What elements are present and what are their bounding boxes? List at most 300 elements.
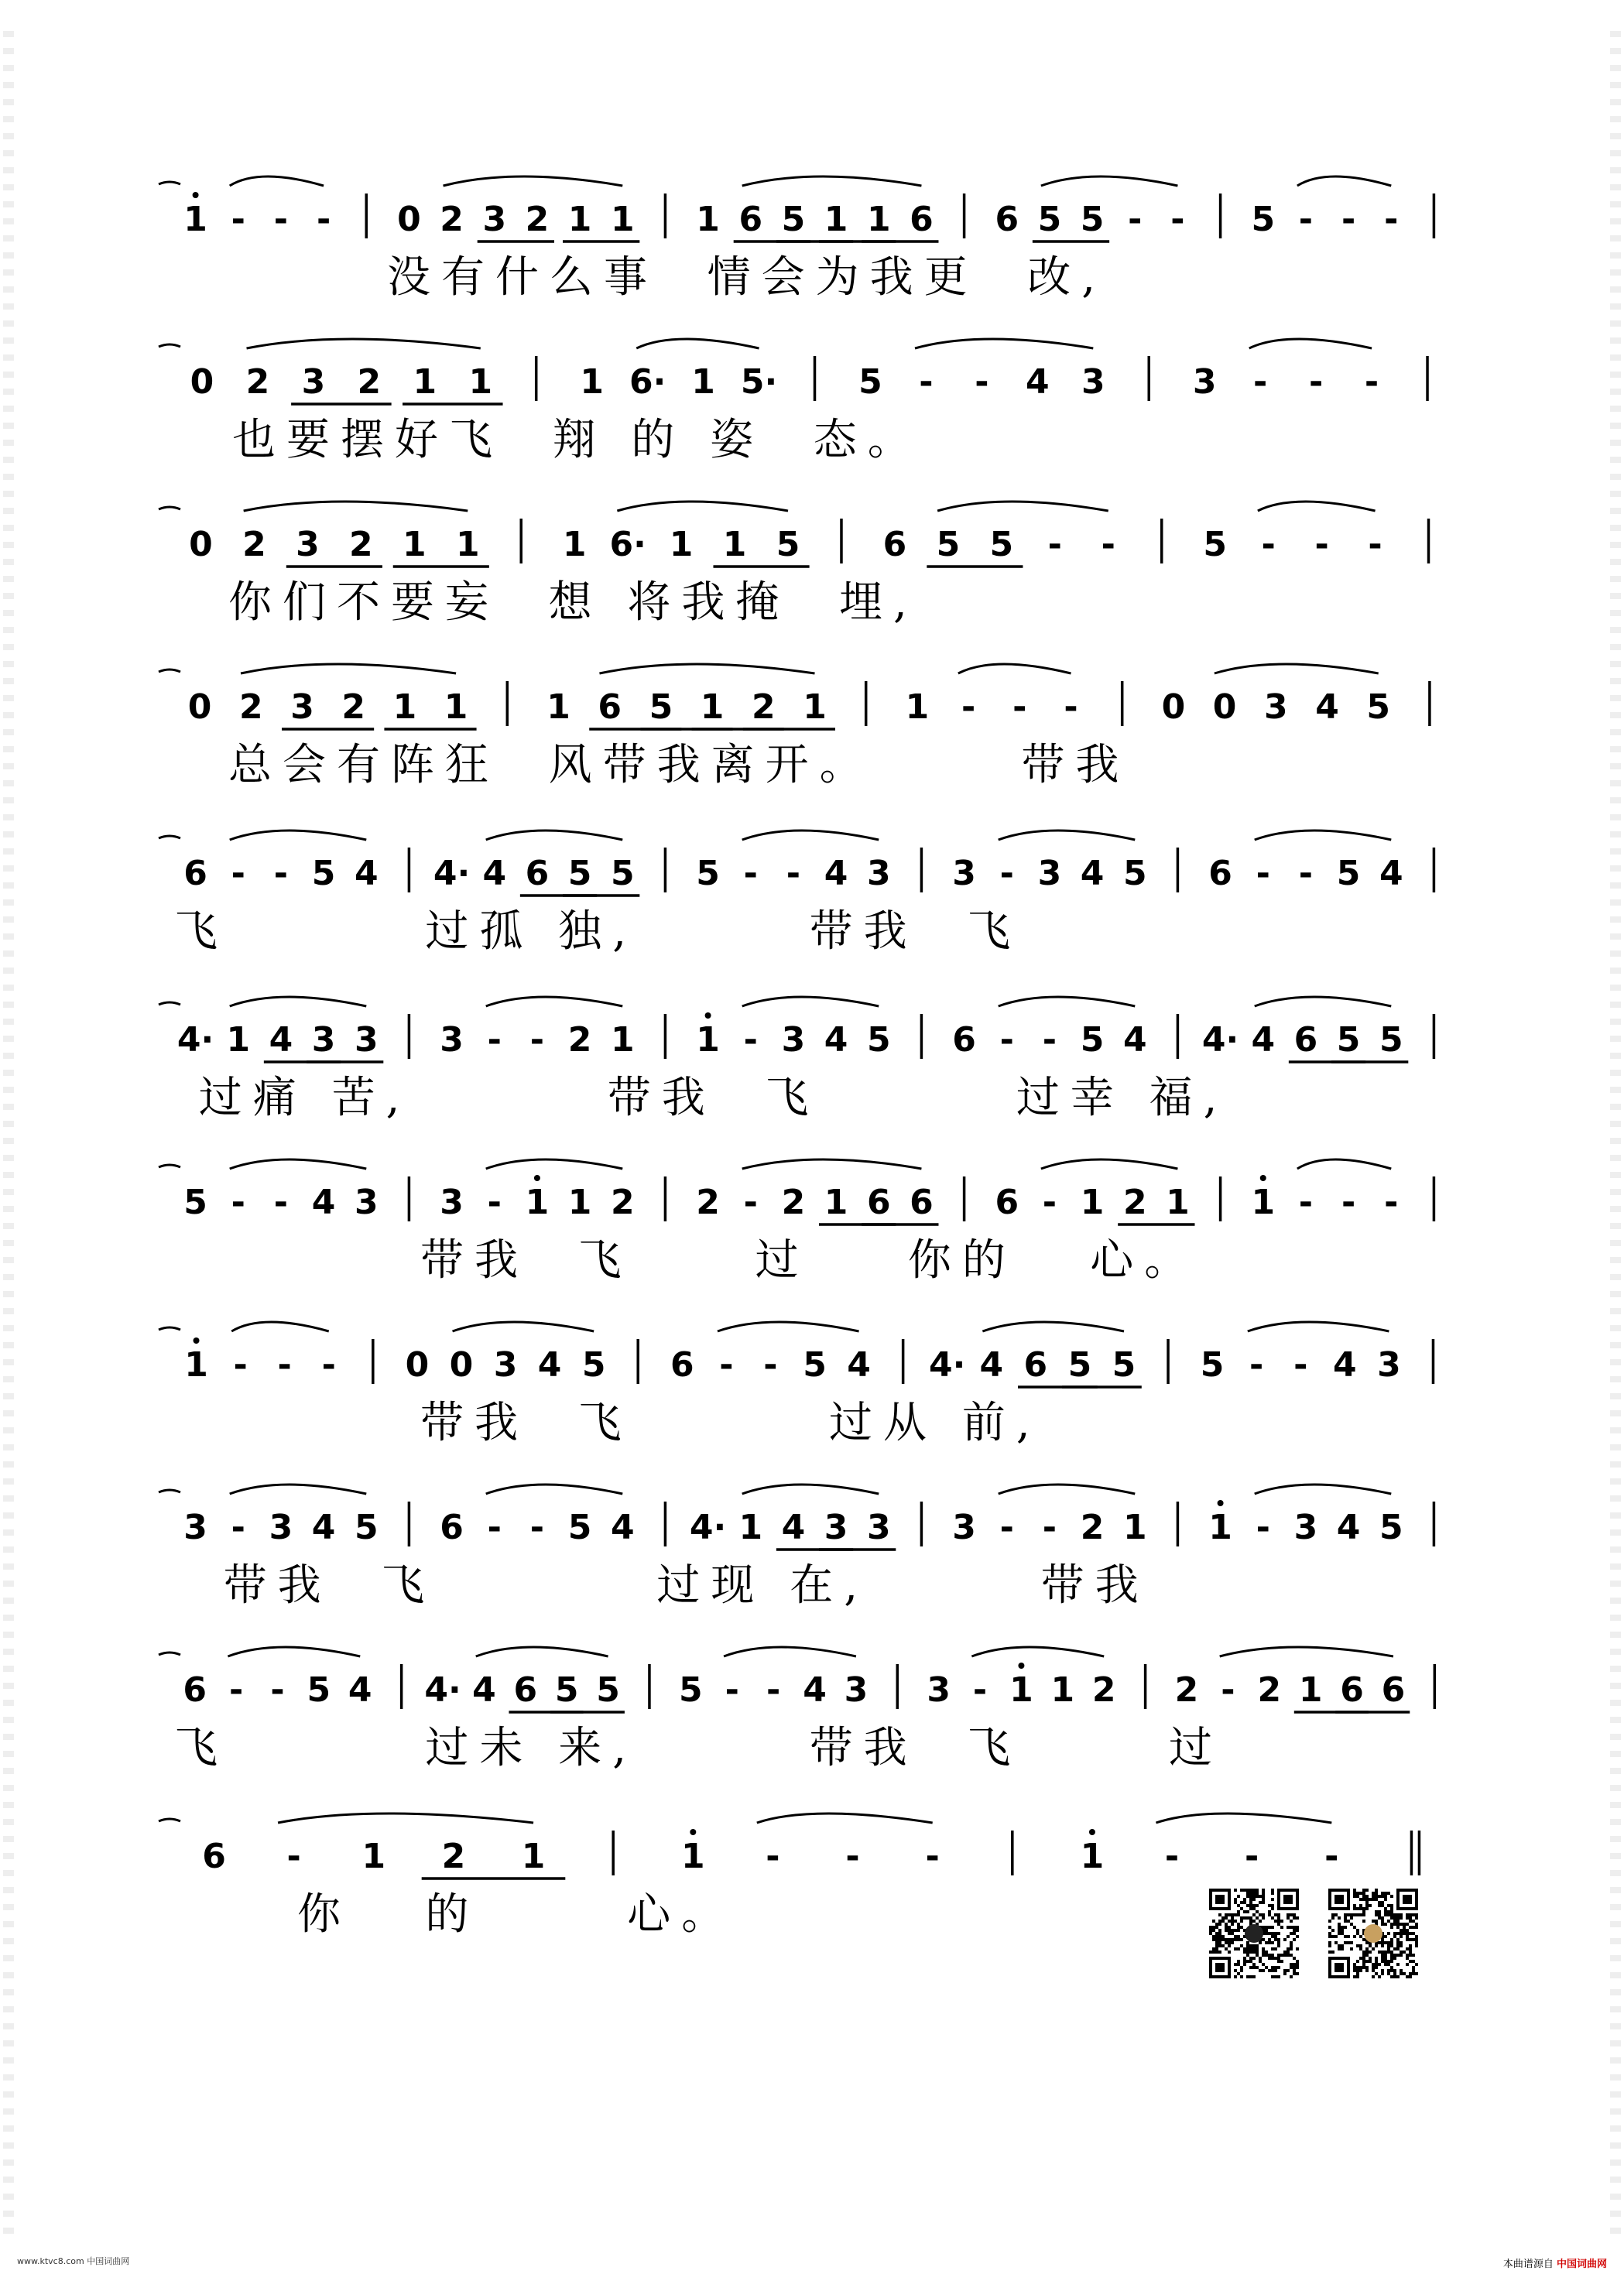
note: -: [487, 1508, 502, 1547]
high-octave-dot: [1218, 1500, 1224, 1506]
note: 1: [580, 362, 604, 402]
note: 3: [1081, 362, 1105, 402]
note: 4: [781, 1508, 806, 1547]
note: 2: [525, 200, 550, 239]
footer-source: [1503, 2255, 1607, 2270]
note: 1: [413, 362, 437, 402]
note: 5: [1379, 1020, 1403, 1060]
slur-mark: [982, 1322, 1124, 1331]
note: 4: [847, 1345, 871, 1385]
notation-row: [0, 817, 1624, 902]
note: -: [228, 1670, 244, 1710]
note: -: [1341, 200, 1356, 239]
note: -: [1314, 525, 1329, 564]
note: 0: [190, 362, 214, 402]
note: -: [1298, 200, 1314, 239]
note: 4·: [433, 854, 471, 893]
note: 3: [1263, 687, 1288, 727]
note: 3: [1192, 362, 1217, 402]
note: -: [919, 362, 934, 402]
note: 3: [824, 1508, 848, 1547]
footer-source-prefix: 本曲谱源自: [1502, 2259, 1554, 2270]
score-line: [0, 1471, 1624, 1625]
slur-mark: [1156, 1813, 1331, 1823]
note: -: [1042, 1508, 1057, 1547]
note: 2: [357, 362, 382, 402]
note: -: [999, 1508, 1014, 1547]
note: 1: [610, 1020, 635, 1060]
slur-mark: [1258, 502, 1376, 511]
slur-mark: [247, 339, 481, 348]
slur-mark: [742, 1485, 879, 1494]
note: -: [743, 854, 758, 893]
score-line: [0, 983, 1624, 1138]
note: -: [1221, 1670, 1235, 1710]
note: 5: [1067, 1345, 1092, 1385]
note: 5·: [740, 362, 778, 402]
slur-mark: [999, 1485, 1136, 1494]
note: 1: [1251, 1183, 1276, 1222]
note: 5: [554, 1670, 579, 1710]
note: 1: [567, 1183, 592, 1222]
notation-row: [0, 1800, 1624, 1885]
note: -: [743, 1020, 758, 1060]
slur-mark: [159, 1327, 180, 1330]
note: -: [1253, 362, 1268, 402]
note: 5: [866, 1020, 891, 1060]
lyric-text: 总会有阵狂 风带我离开。 带我: [228, 740, 1130, 790]
slur-mark: [1041, 176, 1178, 186]
note: 2: [1122, 1183, 1147, 1222]
high-octave-dot: [193, 192, 199, 198]
note: 1: [1166, 1183, 1190, 1222]
score-line: [0, 650, 1624, 805]
note: 3: [927, 1670, 951, 1710]
note: 6·: [609, 525, 646, 564]
note: -: [529, 1508, 545, 1547]
notation-row: [0, 163, 1624, 248]
note: 4: [979, 1345, 1004, 1385]
note: 1: [1298, 1670, 1323, 1710]
slur-mark: [599, 664, 814, 673]
note: 3: [844, 1670, 869, 1710]
note: 4·: [929, 1345, 966, 1385]
slur-mark: [241, 664, 456, 673]
score-line: [0, 817, 1624, 971]
note: -: [270, 1670, 285, 1710]
note: 4: [824, 854, 848, 893]
note: -: [972, 1670, 988, 1710]
lyric-text: 带我 飞 过 你的 心。: [174, 1235, 1199, 1286]
lyric-text: 飞 过孤 独, 带我 飞: [174, 906, 1022, 957]
note: -: [1364, 362, 1379, 402]
note: 1: [803, 687, 827, 727]
note: 6: [1381, 1670, 1406, 1710]
note: 5: [1200, 1345, 1225, 1385]
note: 6: [183, 854, 207, 893]
note: -: [273, 200, 289, 239]
footer-site-text: www.ktvc8.com 中国词曲网: [17, 2256, 130, 2266]
note: 3: [1377, 1345, 1401, 1385]
slur-mark: [159, 1819, 180, 1821]
note: -: [231, 1183, 245, 1222]
note: 1: [1208, 1508, 1232, 1547]
note: 0: [1212, 687, 1237, 727]
note: 5: [567, 1508, 592, 1547]
note: 0: [405, 1345, 430, 1385]
slur-mark: [231, 1322, 329, 1331]
note: 5: [596, 1670, 620, 1710]
notation-row: [0, 983, 1624, 1068]
note: 1: [738, 1508, 763, 1547]
score-line: [0, 1308, 1624, 1463]
note: 5: [1080, 1020, 1105, 1060]
note: 6: [866, 1183, 891, 1222]
note: -: [231, 200, 245, 239]
slur-mark: [617, 502, 788, 511]
note: 4·: [1201, 1020, 1239, 1060]
note: 4: [1122, 1020, 1147, 1060]
note: -: [1368, 525, 1382, 564]
note: 6: [910, 1183, 934, 1222]
slur-mark: [757, 1813, 933, 1823]
note: -: [743, 1183, 758, 1222]
note: 1: [700, 687, 725, 727]
slur-mark: [486, 1485, 623, 1494]
note: 4: [1080, 854, 1105, 893]
note: 1: [681, 1837, 705, 1876]
slur-mark: [915, 339, 1093, 348]
note: 2: [440, 200, 464, 239]
slur-mark: [1255, 1485, 1392, 1494]
note: -: [1245, 1837, 1259, 1876]
note: 1: [610, 200, 635, 239]
note: 3: [952, 1508, 976, 1547]
high-octave-dot: [690, 1829, 696, 1835]
note: -: [725, 1670, 739, 1710]
note: -: [316, 200, 331, 239]
note: 3: [482, 200, 507, 239]
score-line: [0, 325, 1624, 480]
score-line: [0, 1146, 1624, 1300]
note: 1: [1009, 1670, 1033, 1710]
note: 5: [858, 362, 882, 402]
note: 4·: [176, 1020, 214, 1060]
note: 3: [866, 854, 891, 893]
note: 5: [936, 525, 961, 564]
note: -: [1164, 1837, 1180, 1876]
slur-mark: [230, 1485, 367, 1494]
slur-mark: [228, 1647, 360, 1656]
slur-mark: [159, 836, 180, 838]
note: 0: [397, 200, 421, 239]
note: 2: [1080, 1508, 1105, 1547]
note: 3: [269, 1508, 293, 1547]
note: 1: [1122, 1508, 1147, 1547]
note: 4: [1336, 1508, 1361, 1547]
note: -: [231, 854, 245, 893]
note: 2: [751, 687, 776, 727]
slur-mark: [159, 182, 180, 184]
note: -: [1256, 1508, 1270, 1547]
slur-mark: [476, 1647, 608, 1656]
note: 3: [440, 1020, 464, 1060]
note: 1: [722, 525, 747, 564]
slur-mark: [742, 1159, 922, 1169]
note: 1: [567, 200, 592, 239]
note: 4: [1333, 1345, 1357, 1385]
notation-row: [0, 1633, 1624, 1718]
note: 3: [183, 1508, 207, 1547]
note: -: [1042, 1183, 1057, 1222]
note: -: [273, 1183, 289, 1222]
note: 6·: [629, 362, 666, 402]
note: 2: [1257, 1670, 1282, 1710]
note: 4·: [424, 1670, 461, 1710]
slur-mark: [230, 997, 367, 1006]
slur-mark: [1041, 1159, 1178, 1169]
note: 1: [455, 525, 480, 564]
note: 2: [1174, 1670, 1199, 1710]
lyric-text: 也要摆好飞 翔 的 姿 态。: [232, 415, 922, 465]
note: 3: [311, 1020, 336, 1060]
slur-mark: [159, 1653, 180, 1655]
slur-mark: [486, 997, 623, 1006]
note: 1: [562, 525, 587, 564]
note: -: [1298, 1183, 1314, 1222]
note: -: [1256, 854, 1270, 893]
slur-mark: [718, 1322, 859, 1331]
note: 3: [866, 1508, 891, 1547]
note: 6: [1023, 1345, 1048, 1385]
note: 4: [1315, 687, 1339, 727]
note: 5: [311, 854, 336, 893]
qr-code-app-icon[interactable]: [1328, 1889, 1418, 1978]
note: 1: [525, 1183, 550, 1222]
note: -: [719, 1345, 734, 1385]
note: 6: [1208, 854, 1232, 893]
note: 5: [781, 200, 806, 239]
note: 3: [493, 1345, 518, 1385]
note: 6: [952, 1020, 976, 1060]
note: -: [1101, 525, 1115, 564]
note: 2: [242, 525, 266, 564]
note: 5: [1037, 200, 1062, 239]
qr-code-wechat-icon[interactable]: [1209, 1889, 1299, 1978]
note: -: [1042, 1020, 1057, 1060]
notation-row: [0, 1471, 1624, 1556]
note: 4: [269, 1020, 293, 1060]
note: 1: [866, 200, 891, 239]
note: 5: [581, 1345, 606, 1385]
note: 5: [354, 1508, 379, 1547]
note: -: [763, 1345, 778, 1385]
note: 6: [738, 200, 763, 239]
note: 5: [1203, 525, 1227, 564]
slur-mark: [159, 344, 180, 347]
note: -: [1293, 1345, 1308, 1385]
note: -: [487, 1183, 502, 1222]
note: 2: [567, 1020, 592, 1060]
note: 6: [910, 200, 934, 239]
note: 4: [803, 1670, 827, 1710]
slur-mark: [230, 1159, 367, 1169]
lyric-text: 带我 飞 过现 在, 带我: [174, 1560, 1149, 1611]
slur-mark: [486, 831, 623, 840]
notation-row: [0, 488, 1624, 573]
note: 3: [440, 1183, 464, 1222]
notation-row: [0, 325, 1624, 410]
note: 6: [995, 200, 1019, 239]
note: 6: [1293, 1020, 1318, 1060]
slur-mark: [1215, 664, 1379, 673]
note: 1: [546, 687, 570, 727]
note: 5: [696, 854, 720, 893]
slur-mark: [230, 176, 324, 186]
note: -: [1384, 1183, 1399, 1222]
slur-mark: [1248, 1322, 1389, 1331]
note: 1: [905, 687, 930, 727]
note: 5: [567, 854, 592, 893]
note: 6: [513, 1670, 538, 1710]
note: -: [999, 1020, 1014, 1060]
slur-mark: [971, 1647, 1104, 1656]
note: 1: [691, 362, 715, 402]
lyric-text: 没有什么事 情会为我更 改,: [387, 252, 1107, 303]
note: 4: [311, 1508, 336, 1547]
note: 3: [290, 687, 314, 727]
note: 2: [696, 1183, 720, 1222]
high-octave-dot: [705, 1012, 711, 1019]
note: -: [1170, 200, 1185, 239]
note: 4·: [689, 1508, 727, 1547]
note: -: [961, 687, 976, 727]
note: 5: [1122, 854, 1147, 893]
high-octave-dot: [534, 1175, 540, 1181]
slur-mark: [937, 502, 1108, 511]
note: 6: [525, 854, 550, 893]
score-line: [0, 488, 1624, 642]
note: 0: [449, 1345, 474, 1385]
note: 4: [1251, 1020, 1276, 1060]
slur-mark: [958, 664, 1071, 673]
slur-mark: [159, 1490, 180, 1492]
note: 1: [226, 1020, 251, 1060]
slur-mark: [159, 1002, 180, 1005]
score-line: [0, 163, 1624, 317]
note: 2: [441, 1837, 466, 1876]
note: -: [1249, 1345, 1264, 1385]
note: -: [1064, 687, 1078, 727]
note: -: [487, 1020, 502, 1060]
note: 0: [189, 525, 213, 564]
note: 0: [187, 687, 212, 727]
note: -: [1308, 362, 1324, 402]
note: -: [529, 1020, 545, 1060]
slur-mark: [1255, 997, 1392, 1006]
note: 6: [670, 1345, 694, 1385]
note: 6: [440, 1508, 464, 1547]
slur-mark: [742, 831, 879, 840]
note: 2: [781, 1183, 806, 1222]
note: 5: [1336, 1020, 1361, 1060]
note: -: [321, 1345, 336, 1385]
note: -: [1341, 1183, 1356, 1222]
slur-mark: [453, 1322, 594, 1331]
note: -: [766, 1837, 780, 1876]
note: 3: [952, 854, 976, 893]
lyric-text: 飞 过未 来, 带我 飞 过: [174, 1723, 1224, 1773]
slur-mark: [159, 1165, 180, 1167]
note: 4: [348, 1670, 372, 1710]
note: 5: [1251, 200, 1276, 239]
note: 2: [245, 362, 270, 402]
note: 4: [354, 854, 379, 893]
note: 5: [803, 1345, 827, 1385]
note: -: [786, 854, 801, 893]
slur-mark: [1249, 339, 1372, 348]
note: 4: [482, 854, 507, 893]
note: -: [1324, 1837, 1339, 1876]
note: 3: [781, 1020, 806, 1060]
note: 5: [649, 687, 673, 727]
note: -: [286, 1837, 301, 1876]
note: -: [1128, 200, 1143, 239]
slur-mark: [636, 339, 759, 348]
note: 5: [989, 525, 1014, 564]
notation-row: [0, 1146, 1624, 1231]
note: 2: [610, 1183, 635, 1222]
slur-mark: [159, 507, 180, 509]
note: 5: [1080, 200, 1105, 239]
slur-mark: [244, 502, 468, 511]
lyric-text: 你们不要妄 想 将我掩 埋,: [228, 577, 918, 628]
slur-mark: [999, 997, 1136, 1006]
note: 6: [882, 525, 907, 564]
score-line: [0, 1633, 1624, 1788]
note: -: [273, 854, 289, 893]
note: 1: [468, 362, 493, 402]
slur-mark: [1297, 1159, 1391, 1169]
lyric-text: 过痛 苦, 带我 飞 过幸 福,: [174, 1073, 1228, 1123]
note: 5: [1379, 1508, 1403, 1547]
lyric-text: 你 的 心。: [174, 1889, 736, 1940]
note: -: [1047, 525, 1062, 564]
note: 5: [610, 854, 635, 893]
notation-row: [0, 650, 1624, 735]
note: 1: [403, 525, 427, 564]
slur-mark: [724, 1647, 856, 1656]
note: 5: [1336, 854, 1361, 893]
note: 1: [1080, 1837, 1105, 1876]
note: 5: [776, 525, 800, 564]
note: -: [1012, 687, 1027, 727]
note: -: [975, 362, 989, 402]
note: 2: [1091, 1670, 1116, 1710]
note: -: [277, 1345, 292, 1385]
slur-mark: [742, 997, 879, 1006]
note: 5: [1112, 1345, 1136, 1385]
note: 3: [1293, 1508, 1318, 1547]
note: 3: [1037, 854, 1062, 893]
high-octave-dot: [1089, 1829, 1095, 1835]
note: -: [1298, 854, 1314, 893]
high-octave-dot: [1018, 1663, 1024, 1669]
footer-brand-link[interactable]: 中国词曲网: [1556, 2259, 1607, 2270]
slur-mark: [230, 831, 367, 840]
slur-mark: [742, 176, 922, 186]
note: 6: [1340, 1670, 1364, 1710]
